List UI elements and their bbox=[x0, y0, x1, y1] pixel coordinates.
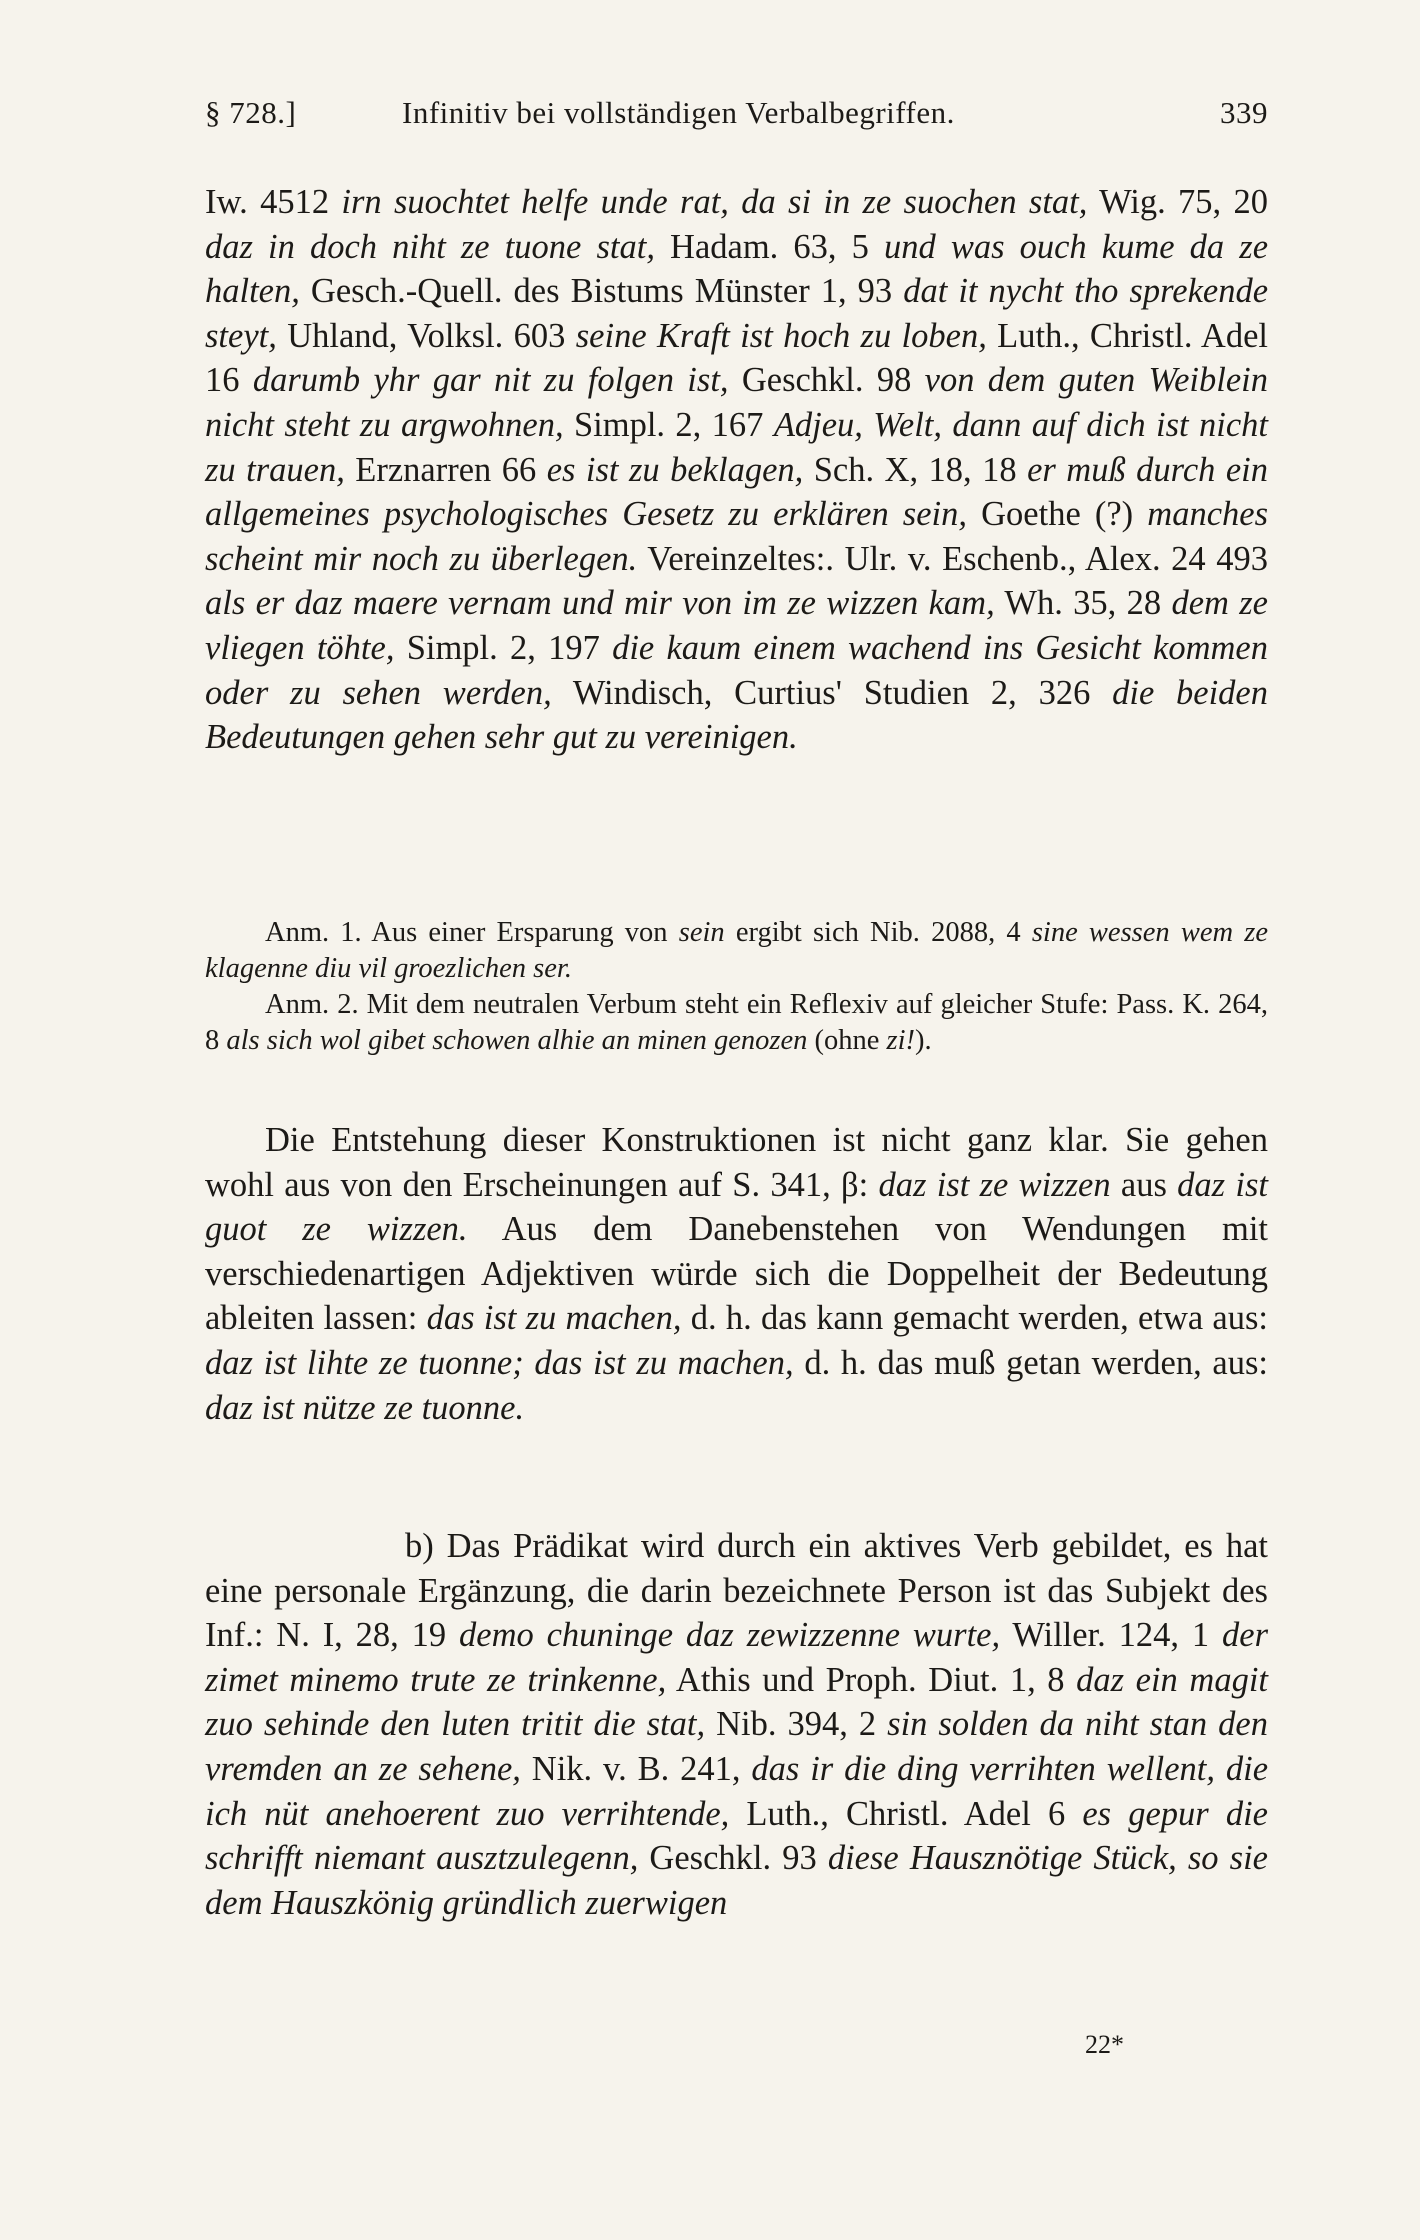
body-text-run: Wig. 75, 20 bbox=[1087, 183, 1268, 221]
body-text-run: ). bbox=[915, 1025, 932, 1056]
quoted-example: als er daz maere vernam und mir von im ze wizzen kam, bbox=[205, 584, 995, 623]
body-text-run: Athis und Proph. Diut. 1, 8 bbox=[666, 1660, 1077, 1699]
quoted-example: darumb yhr gar nit zu folgen ist, bbox=[252, 361, 729, 400]
quoted-example: daz ist lihte ze tuonne; das ist zu machen, bbox=[205, 1343, 794, 1382]
footnotes bbox=[205, 915, 1268, 1059]
body-text-run: Vereinzeltes:. Ulr. v. Eschenb., Alex. 24 493 bbox=[637, 539, 1268, 578]
quoted-example: als sich wol gibet schowen alhie an minen genozen bbox=[226, 1025, 808, 1056]
section-number: § 728.] bbox=[205, 95, 297, 130]
quoted-example: es ist zu beklagen, bbox=[546, 450, 804, 489]
body-text-run: Simpl. 2, 197 bbox=[394, 628, 613, 667]
quoted-example: sin solden da niht stan den vremden an ze sehene, bbox=[205, 1705, 1268, 1788]
body-text-run: Wh. 35, 28 bbox=[994, 584, 1172, 623]
quoted-example: dem ze vliegen töhte, bbox=[205, 584, 1268, 667]
paragraph-text bbox=[205, 180, 1268, 760]
body-text-run: Nib. 394, 2 bbox=[705, 1705, 888, 1744]
running-header bbox=[205, 95, 1268, 145]
body-text-run: ergibt sich Nib. 2088, 4 bbox=[724, 917, 1032, 948]
note-2 bbox=[205, 987, 1268, 1059]
quoted-example: daz ein magit zuo sehinde den luten tritit die stat, bbox=[205, 1660, 1268, 1744]
body-text-run: Simpl. 2, 167 bbox=[563, 405, 774, 444]
quoted-example: die beiden Bedeutungen gehen sehr gut zu vereinigen. bbox=[205, 673, 1268, 757]
quoted-example: daz ist nütze ze tuonne. bbox=[205, 1388, 525, 1427]
quoted-example: das ir die ding verrihten wellent, die ich nüt anehoerent zuo verrihtende, bbox=[205, 1749, 1269, 1833]
body-text-run: Gesch.-Quell. des Bistums Münster 1, 93 bbox=[299, 272, 904, 311]
quoted-example: zi! bbox=[886, 1025, 916, 1056]
body-text-run: Hadam. 63, 5 bbox=[654, 227, 884, 266]
body-text-run: Luth., Christl. Adel 16 bbox=[205, 316, 1268, 400]
quoted-example: von dem guten Weiblein nicht steht zu argwohnen, bbox=[205, 361, 1268, 444]
quoted-example: das ist zu machen, bbox=[426, 1299, 682, 1338]
body-text-run: Luth., Christl. Adel 6 bbox=[729, 1794, 1083, 1833]
running-title: Infinitiv bei vollständigen Verbalbegriffen. bbox=[402, 95, 955, 130]
body-text-run: b) Das Prädikat wird durch ein aktives Verb gebildet, es hat eine personale Ergänzung, die darin bezeichnete Person ist das Subjekt des Inf.: N. I, 28, 19 bbox=[205, 1527, 1268, 1655]
quoted-example: daz ist ze wizzen bbox=[878, 1165, 1111, 1204]
body-text-run: Iw. 4512 bbox=[205, 183, 342, 221]
quoted-example: der zimet minemo trute ze trinkenne, bbox=[205, 1616, 1268, 1699]
quoted-example: sein bbox=[678, 917, 725, 948]
body-text-run: d. h. das kann gemacht werden, etwa aus: bbox=[681, 1299, 1269, 1338]
body-text-run: Nik. v. B. 241, bbox=[520, 1749, 752, 1788]
paragraph-origin bbox=[205, 1118, 1268, 1430]
quoted-example: er muß durch ein allgemeines psychologisches Gesetz zu erklären sein, bbox=[205, 450, 1269, 534]
quoted-example: daz ist guot ze wizzen. bbox=[205, 1165, 1268, 1249]
body-text-run: Aus dem Danebenstehen von Wendungen mit verschiedenartigen Adjektiven würde sich die Doppelheit der Bedeutung ableiten lassen: bbox=[205, 1210, 1268, 1338]
quoted-example: irn suochtet helfe unde rat, da si in ze suochen stat, bbox=[341, 183, 1088, 221]
quoted-example: es gepur die schrifft niemant ausztzulegenn, bbox=[205, 1794, 1268, 1878]
quoted-example: und was ouch kume da ze halten, bbox=[205, 227, 1269, 311]
body-text-run: Willer. 124, 1 bbox=[1000, 1616, 1222, 1655]
body-text-run: Erznarren 66 bbox=[344, 450, 547, 489]
paragraph-examples bbox=[205, 180, 1268, 760]
quoted-example: demo chuninge daz zewizzenne wurte, bbox=[459, 1616, 1001, 1655]
paragraph-b bbox=[205, 1524, 1268, 1925]
quoted-example: dat it nycht tho sprekende steyt, bbox=[205, 272, 1269, 355]
page-number: 339 bbox=[1220, 95, 1268, 130]
quoted-example: diese Hausznötige Stück, so sie dem Hauszkönig gründlich zuerwigen bbox=[205, 1839, 1268, 1922]
signature-mark: 22* bbox=[1085, 2030, 1124, 2059]
body-text-run: Goethe (?) bbox=[967, 495, 1148, 534]
body-text-run: aus bbox=[1110, 1165, 1178, 1204]
body-text-run: Anm. 2. Mit dem neutralen Verbum steht ein Reflexiv auf gleicher Stufe: Pass. K. 264, 8 bbox=[205, 989, 1268, 1056]
quoted-example: Adjeu, Welt, dann auf dich ist nicht zu trauen, bbox=[205, 405, 1268, 489]
body-text-run: Geschkl. 98 bbox=[728, 361, 925, 400]
body-text-run: (ohne bbox=[807, 1025, 887, 1056]
quoted-example: daz in doch niht ze tuone stat, bbox=[205, 227, 655, 266]
quoted-example: die kaum einem wachend ins Gesicht kommen oder zu sehen werden, bbox=[205, 628, 1268, 712]
paragraph-text bbox=[205, 1118, 1268, 1430]
body-text-run: Sch. X, 18, 18 bbox=[803, 450, 1028, 489]
body-text-run: Geschkl. 93 bbox=[638, 1839, 828, 1878]
body-text-run: d. h. das muß getan werden, aus: bbox=[793, 1343, 1268, 1382]
paragraph-text bbox=[205, 1524, 1268, 1925]
quoted-example: seine Kraft ist hoch zu loben, bbox=[575, 316, 987, 355]
body-text-run: Uhland, Volksl. 603 bbox=[276, 316, 576, 355]
body-text-run: Die Entstehung dieser Konstruktionen ist nicht ganz klar. Sie gehen wohl aus von den Erscheinungen auf S. 341, β: bbox=[205, 1121, 1268, 1204]
quoted-example: sine wessen wem ze klagenne diu vil groezlichen ser. bbox=[205, 917, 1268, 984]
note-1 bbox=[205, 915, 1268, 987]
body-text-run: Anm. 1. Aus einer Ersparung von bbox=[265, 917, 679, 948]
body-text-run: Windisch, Curtius' Studien 2, 326 bbox=[551, 673, 1113, 712]
quoted-example: manches scheint mir noch zu überlegen. bbox=[205, 495, 1268, 578]
